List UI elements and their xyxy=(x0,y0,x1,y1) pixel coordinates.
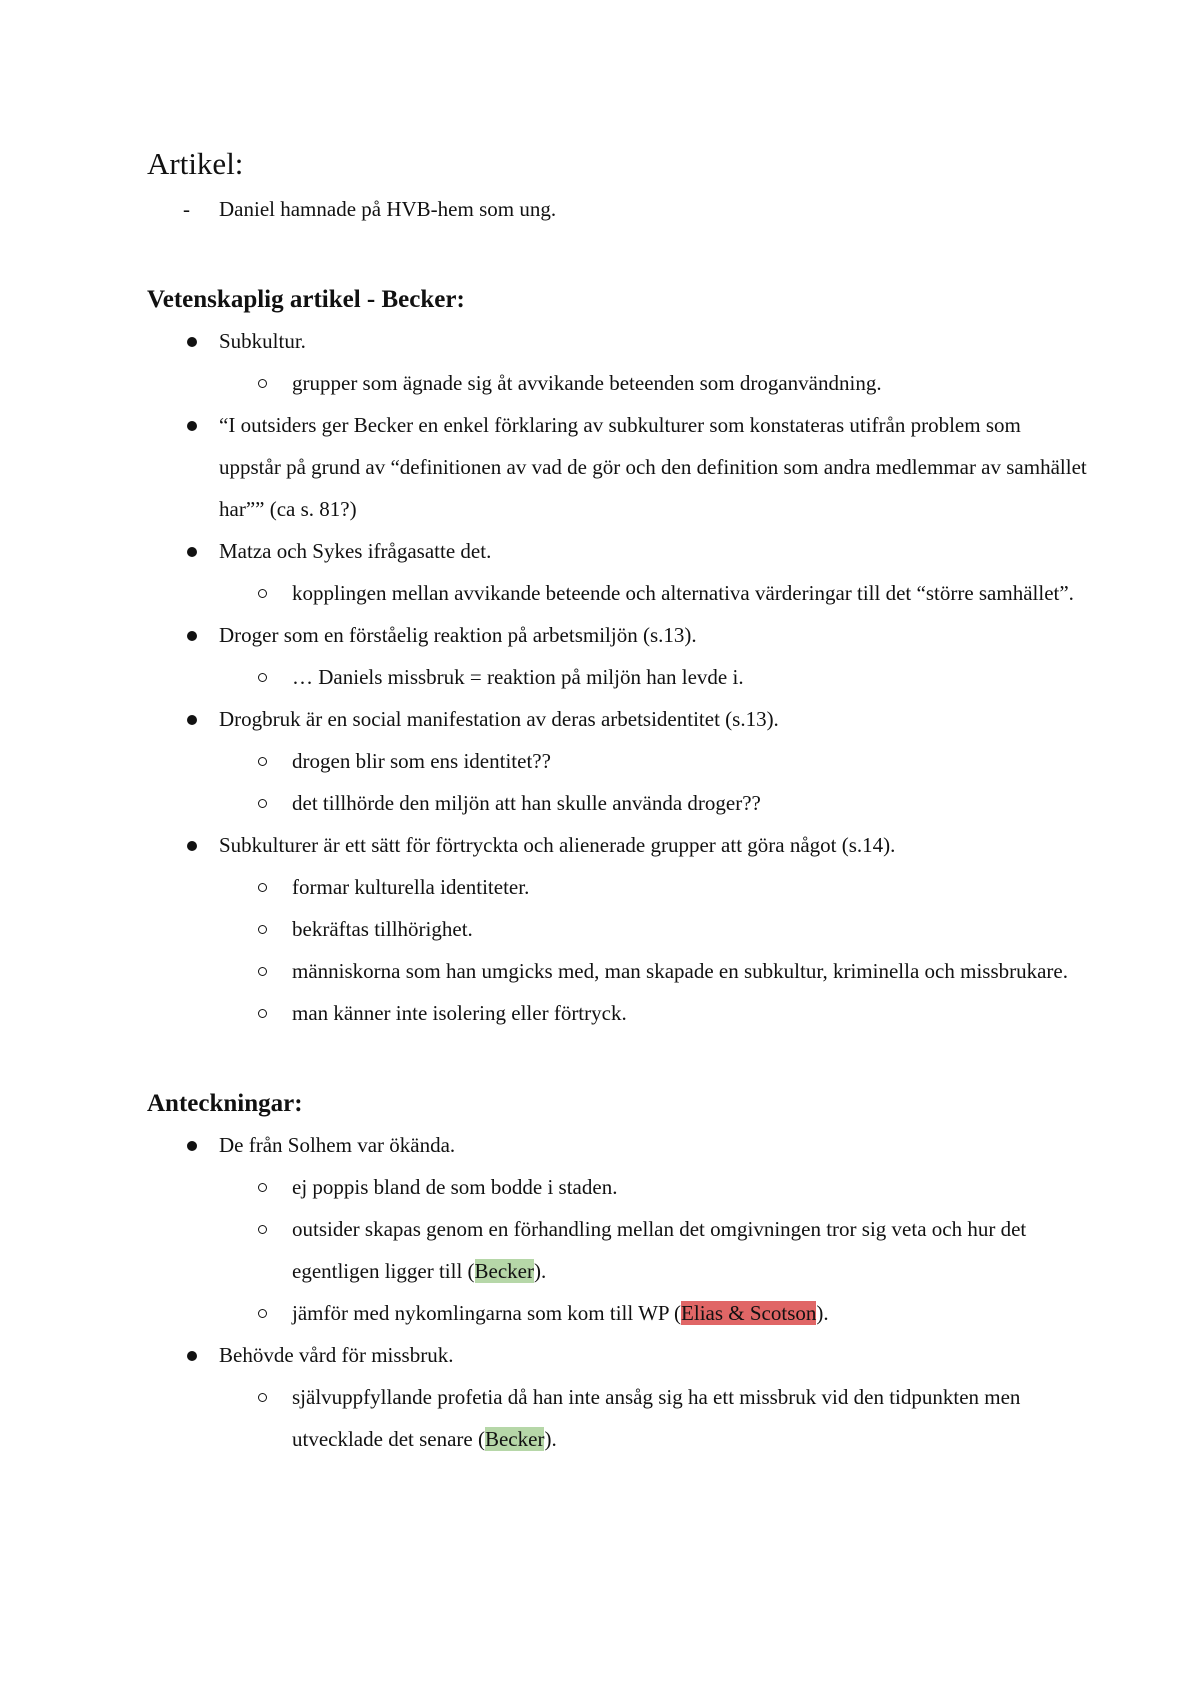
reference-highlight-becker: Becker xyxy=(474,1259,534,1283)
bullet-circle-icon xyxy=(258,1225,267,1234)
sub-list-item xyxy=(147,950,1087,992)
sub-list-item xyxy=(147,866,1087,908)
list-item xyxy=(147,698,1087,824)
bullet-dot-icon xyxy=(187,547,197,557)
sub-list-item xyxy=(147,656,1087,698)
reference-highlight-becker: Becker xyxy=(484,1427,545,1451)
document-body xyxy=(147,140,1087,1460)
bullet-dot-icon xyxy=(187,337,197,347)
sub-list-item xyxy=(147,740,1087,782)
bullet-dot-icon xyxy=(187,841,197,851)
list-item-text: Drogbruk är en social manifestation av deras arbetsidentitet (s.13). xyxy=(219,707,779,731)
sub-list-item-text: jämför med nykomlingarna som kom till WP ( xyxy=(292,1301,682,1325)
bullet-circle-icon xyxy=(258,589,267,598)
bullet-dot-icon xyxy=(187,631,197,641)
list-item xyxy=(147,1124,1087,1334)
sub-list-item xyxy=(147,908,1087,950)
list-item xyxy=(147,320,1087,404)
sub-list-item xyxy=(147,1376,1087,1460)
sub-list-item xyxy=(147,362,1087,404)
bullet-dot-icon xyxy=(187,715,197,725)
sub-list-item-text: det tillhörde den miljön att han skulle använda droger?? xyxy=(292,791,761,815)
sub-list-item xyxy=(147,1292,1087,1334)
list-item xyxy=(147,614,1087,698)
sub-list-item xyxy=(147,1208,1087,1292)
sub-list-item-text: bekräftas tillhörighet. xyxy=(292,917,473,941)
list-item-text: Subkultur. xyxy=(219,329,306,353)
list-item-text: De från Solhem var ökända. xyxy=(219,1133,456,1157)
bullet-circle-icon xyxy=(258,757,267,766)
sub-list-item xyxy=(147,782,1087,824)
list-item-text: Droger som en förståelig reaktion på arbetsmiljön (s.13). xyxy=(219,623,697,647)
bullet-circle-icon xyxy=(258,883,267,892)
bullet-dot-icon xyxy=(187,1351,197,1361)
list-item-text: Subkulturer är ett sätt för förtryckta och alienerade grupper att göra något (s.14). xyxy=(219,833,896,857)
bullet-dot-icon xyxy=(187,421,197,431)
sub-list-item xyxy=(147,572,1087,614)
sub-list-item xyxy=(147,1166,1087,1208)
bullet-circle-icon xyxy=(258,1309,267,1318)
bullet-circle-icon xyxy=(258,925,267,934)
sub-list-item-text-end: ). xyxy=(544,1427,557,1451)
bullet-circle-icon xyxy=(258,673,267,682)
sub-list-item-text: drogen blir som ens identitet?? xyxy=(292,749,551,773)
list-item xyxy=(147,404,1087,530)
sub-list-item-text: kopplingen mellan avvikande beteende och alternativa värderingar till det “större samhället”. xyxy=(292,581,1074,605)
sub-list-item-text: människorna som han umgicks med, man skapade en subkultur, kriminella och missbrukare. xyxy=(292,959,1068,983)
list-item xyxy=(147,824,1087,1034)
heading-artikel: Artikel: xyxy=(147,146,244,181)
bullet-circle-icon xyxy=(258,1183,267,1192)
sub-list-item-text: ej poppis bland de som bodde i staden. xyxy=(292,1175,618,1199)
bullet-circle-icon xyxy=(258,1009,267,1018)
sub-list-item-text: grupper som ägnade sig åt avvikande beteenden som droganvändning. xyxy=(292,371,882,395)
becker-list xyxy=(147,320,1087,1034)
list-item xyxy=(147,1334,1087,1460)
dash-bullet: - xyxy=(183,197,190,221)
list-item-text: Matza och Sykes ifrågasatte det. xyxy=(219,539,492,563)
list-item xyxy=(147,530,1087,614)
sub-list-item-text-end: ). xyxy=(534,1259,547,1283)
bullet-dot-icon xyxy=(187,1141,197,1151)
list-item-text: Daniel hamnade på HVB-hem som ung. xyxy=(219,197,557,221)
sub-list-item-text: … Daniels missbruk = reaktion på miljön han levde i. xyxy=(292,665,744,689)
heading-anteckningar: Anteckningar: xyxy=(147,1090,303,1117)
sub-list-item-text: formar kulturella identiteter. xyxy=(292,875,530,899)
bullet-circle-icon xyxy=(258,967,267,976)
heading-vetenskaplig-artikel: Vetenskaplig artikel - Becker: xyxy=(147,286,465,313)
notes-list xyxy=(147,1124,1087,1460)
list-item-text: “I outsiders ger Becker en enkel förklaring av subkulturer som konstateras utifrån problem som uppstår på grund av “definitionen av vad de gör och den definition som andra medlemmar av samhället har”” (ca s. 81?) xyxy=(219,413,1087,521)
sub-list-item-text: självuppfyllande profetia då han inte ansåg sig ha ett missbruk vid den tidpunkten men utvecklade det senare ( xyxy=(292,1385,1021,1451)
sub-list-item xyxy=(147,992,1087,1034)
sub-list-item-text: outsider skapas genom en förhandling mellan det omgivningen tror sig veta och hur det egentligen ligger till ( xyxy=(292,1217,1027,1283)
bullet-circle-icon xyxy=(258,1393,267,1402)
reference-highlight-elias-scotson: Elias & Scotson xyxy=(681,1301,817,1325)
sub-list-item-text-end: ). xyxy=(816,1301,829,1325)
bullet-circle-icon xyxy=(258,379,267,388)
list-item xyxy=(147,188,1087,230)
sub-list-item-text: man känner inte isolering eller förtryck. xyxy=(292,1001,627,1025)
bullet-circle-icon xyxy=(258,799,267,808)
list-item-text: Behövde vård för missbruk. xyxy=(219,1343,454,1367)
artikel-list xyxy=(147,188,1087,230)
